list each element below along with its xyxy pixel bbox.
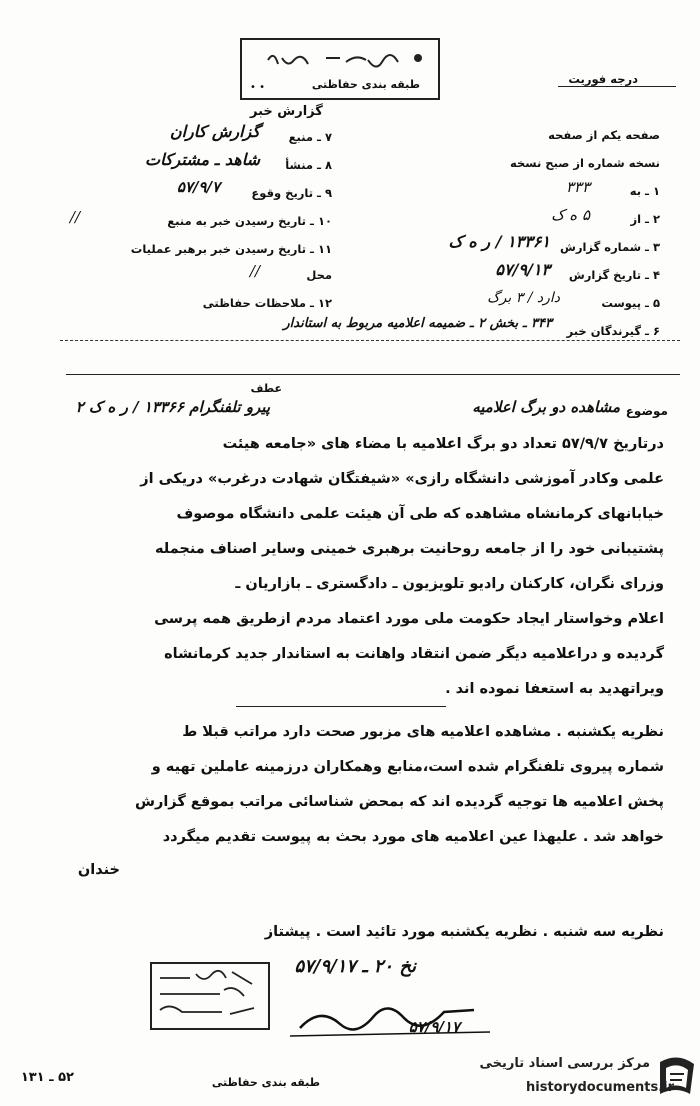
field-security-notes-label: ۱۲ ـ ملاحظات حفاظتی — [202, 296, 332, 310]
field-origin-label: ۸ ـ منشأ — [285, 158, 332, 172]
form-divider-dashed — [60, 340, 680, 341]
opinion-signoff: خندان — [77, 862, 120, 878]
field-leader-received-label: ۱۱ ـ تاریخ رسیدن خبر برهبر عملیات — [130, 242, 332, 256]
opinion-tuesday: نظریه سه شنبه . نظریه یکشنبه مورد تائید است . پیشتاز — [264, 924, 664, 940]
subject-label: موضوع — [625, 404, 668, 418]
subject-text: مشاهده دو برگ اعلامیه — [472, 398, 620, 416]
body-line: درتاریخ ۵۷/۹/۷ تعداد دو برگ اعلامیه با مضاء های «جامعه هیئت — [222, 436, 664, 452]
field-event-date-value: ۵۷/۹/۷ — [176, 178, 220, 196]
signature-note: نخ ۲۰ ـ ۵۷/۹/۱۷ — [294, 956, 416, 977]
watermark-title: مرکز بررسی اسناد تاریخی — [479, 1056, 650, 1071]
watermark-url: historydocuments.ir — [526, 1080, 675, 1095]
priority-label: درجه فوریت — [568, 72, 638, 86]
body-line: پشتیبانی خود را از جامعه روحانیت برهبری خمینی وسایر اصناف منجمله — [154, 541, 664, 557]
field-source-received-value: // — [69, 208, 80, 226]
field-from-label: ۲ ـ از — [630, 212, 660, 226]
classification-label-top: طبقه بندی حفاظتی — [311, 78, 420, 91]
stamp-dots: • • — [250, 82, 265, 93]
reference-text: پیرو تلفنگرام ۱۳۳۶۶ / ر ه ک ۲ — [75, 398, 270, 416]
body-line: وزرای نگران، کارکنان رادیو تلویزیون ـ دادگستری ـ بازاریان ـ — [235, 576, 664, 592]
signature-scribble-icon — [290, 1000, 490, 1040]
field-event-date-label: ۹ ـ تاریخ وقوع — [251, 186, 332, 200]
field-recipients-label: ۶ ـ گیرندگان خبر — [566, 324, 660, 338]
body-line: اعلام وخواستار ایجاد حکومت ملی مورد اعتماد مردم ازطریق همه پرسی — [154, 611, 664, 627]
field-to-label: ۱ ـ به — [629, 184, 660, 198]
opinion-line: خواهد شد . علیهذا عین اعلامیه های مورد بحث به پیوست تقدیم میگردد — [162, 829, 664, 845]
form-code: ۵۲ ـ ۱۳۱ — [20, 1070, 74, 1085]
handwritten-scribble-icon — [248, 44, 434, 74]
field-recipients-value: ۳۴۳ ـ بخش ۲ ـ ضمیمه اعلامیه مربوط به استاندار — [283, 316, 552, 331]
archive-watermark — [479, 1052, 700, 1106]
priority-underline — [558, 86, 676, 87]
field-attachment-value: دارد / ۳ برگ — [487, 290, 560, 306]
field-place-label: محل — [306, 268, 332, 282]
classification-stamp-top — [240, 38, 440, 100]
field-place-value: // — [249, 262, 260, 280]
body-line: علمی وکادر آموزشی دانشگاه رازی» «شیفتگان شهادت درغرب» دریکی از — [140, 471, 664, 487]
body-underline — [236, 706, 446, 707]
body-line: ویراتهدید به استعفا نموده اند . — [445, 681, 664, 697]
reference-note: عطف — [250, 382, 282, 395]
page-info: صفحه یکم از صفحه — [548, 128, 660, 142]
field-from-value: ۵ ه ک — [551, 206, 590, 224]
field-attachment-label: ۵ ـ پیوست — [601, 296, 660, 310]
distribution-stamp — [150, 962, 270, 1030]
body-line: خیابانهای کرمانشاه مشاهده که طی آن هیئت علمی دانشگاه موصوف — [176, 506, 664, 522]
opinion-line: پخش اعلامیه ها توجیه گردیده اند که بمحض شناسائی مراتب بموقع گزارش — [134, 794, 664, 810]
field-origin-value: شاهد ـ مشترکات — [145, 150, 260, 169]
form-divider — [66, 374, 680, 375]
report-title: گزارش خبر — [250, 104, 323, 119]
classification-label-bottom: طبقه بندی حفاظتی — [211, 1076, 320, 1089]
copy-info: نسخه شماره از صبح نسخه — [510, 156, 660, 170]
opinion-line: نظریه یکشنبه . مشاهده اعلامیه های مزبور صحت دارد مراتب قبلا ط — [182, 724, 664, 740]
opinion-line: شماره پیروی تلفنگرام شده است،منابع وهمکاران درزمینه عاملین تهیه و — [151, 759, 664, 775]
field-source-received-label: ۱۰ ـ تاریخ رسیدن خبر به منبع — [167, 214, 332, 228]
field-report-number-label: ۳ ـ شماره گزارش — [560, 240, 660, 254]
field-to-value: ۳۳۳ — [565, 178, 590, 196]
stamp-handwriting-icon — [152, 964, 268, 1028]
field-report-date-label: ۴ ـ تاریخ گزارش — [568, 268, 660, 282]
field-report-number-value: ۱۳۳۶۱ / ر ه ک — [448, 232, 550, 251]
body-line: گردیده و دراعلامیه دیگر ضمن انتقاد واهانت به استاندار جدید کرمانشاه — [164, 646, 664, 662]
field-source-label: ۷ ـ منبع — [288, 130, 332, 144]
signature-date: ۵۷/۹/۱۷ — [408, 1018, 460, 1036]
field-report-date-value: ۵۷/۹/۱۳ — [495, 260, 550, 279]
field-source-value: گزارش کاران — [169, 122, 260, 141]
